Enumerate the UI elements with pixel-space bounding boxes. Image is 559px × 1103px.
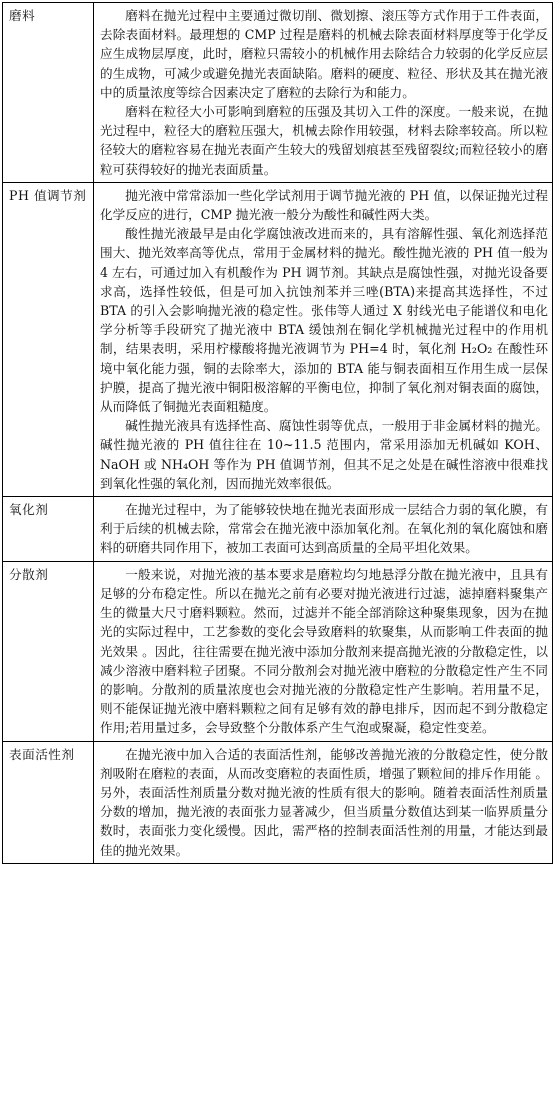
table-row <box>3 741 553 863</box>
row-label-oxidizer: 氧化剂 <box>3 497 94 562</box>
paragraph: 在抛光过程中，为了能够较快地在抛光表面形成一层结合力弱的氧化膜，有利于后续的机械去除，常常会在抛光液中添加氧化剂。在氧化剂的氧化腐蚀和磨料的研磨共同作用下，被加工表面可达到高质量的全局平坦化效果。 <box>100 502 548 556</box>
paragraph: 磨料在粒径大小可影响到磨粒的压强及其切入工件的深度。一般来说，在抛光过程中，粒径大的磨粒压强大，机械去除作用较强，材料去除率较高。所以粒径较大的磨粒容易在抛光表面产生较大的残留划痕甚至残留裂纹;而粒径较小的磨粒可获得较好的抛光表面质量。 <box>100 104 548 177</box>
row-content-surfactant <box>94 741 553 863</box>
table-row <box>3 561 553 741</box>
paragraph: 在抛光液中加入合适的表面活性剂，能够改善抛光液的分散稳定性，使分散剂吸附在磨粒的表面，从而改变磨粒的表面性质，增强了颗粒间的排斥作用能 。另外，表面活性剂质量分数对抛光液的性质有很大的影响。随着表面活性剂质量分数的增加，抛光液的表面张力显著减少，但当质量分数值达到某一临界质量分数时，表面张力变化缓慢。因此，需严格的控制表面活性剂的用量，才能达到最佳的抛光效果。 <box>100 746 548 858</box>
table-row <box>3 182 553 496</box>
table-row <box>3 3 553 183</box>
row-content-ph-regulator <box>94 182 553 496</box>
row-label-surfactant: 表面活性剂 <box>3 741 94 863</box>
paragraph: 抛光液中常常添加一些化学试剂用于调节抛光液的 PH 值，以保证抛光过程化学反应的进行，CMP 抛光液一般分为酸性和碱性两大类。 <box>100 187 548 223</box>
paragraph: 酸性抛光液最早是由化学腐蚀液改进而来的，具有溶解性强、氧化剂选择范围大、抛光效率高等优点，常用于金属材料的抛光。酸性抛光液的 PH 值一般为 4 左右，可通过加入有机酸作为 PH 调节剂。其缺点是腐蚀性强，对抛光设备要求高，选择性较低，但是可加入抗蚀剂苯并三唑(BTA)来提高其选择性，不过 BTA 的引入会影响抛光液的稳定性。张伟等人通过 X 射线光电子能谱仪和电化学分析等手段研究了抛光液中 BTA 缓蚀剂在铜化学机械抛光过程中的作用机制，结果表明，采用柠檬酸将抛光液调节为 PH=4 时，氧化剂 H₂O₂ 在酸性环境中氧化能力强，铜的去除率大，添加的 BTA 能与铜表面相互作用生成一层保护膜，提高了抛光液中铜阳极溶解的平衡电位，抑制了氧化剂对铜表面的腐蚀，从而降低了铜抛光表面粗糙度。 <box>100 226 548 415</box>
row-content-abrasive <box>94 3 553 183</box>
row-label-abrasive: 磨料 <box>3 3 94 183</box>
row-label-dispersant: 分散剂 <box>3 561 94 741</box>
paragraph: 一般来说，对抛光液的基本要求是磨粒均匀地悬浮分散在抛光液中，且具有足够的分布稳定性。所以在抛光之前有必要对抛光液进行过滤，滤掉磨料聚集产生的微量大尺寸磨料颗粒。然而，过滤并不能全部消除这种聚集现象，因为在抛光的实际过程中，工艺参数的变化会导致磨料的软聚集，从而影响工件表面的抛光效果 。因此，往往需要在抛光液中添加分散剂来提高抛光液的分散稳定性，以减少溶液中磨料粒子团聚。不同分散剂会对抛光液中磨粒的分散稳定性产生不同的影响。分散剂的质量浓度也会对抛光液的分散稳定性产生影响。若用量不足，则不能保证抛光液中磨料颗粒之间有足够有效的静电排斥，因而起不到分散稳定作用;若用量过多，会导致整个分散体系产生气泡或聚凝，稳定性变差。 <box>100 566 548 736</box>
row-content-dispersant <box>94 561 553 741</box>
components-table <box>2 2 553 864</box>
row-label-ph-regulator: PH 值调节剂 <box>3 182 94 496</box>
table-row <box>3 497 553 562</box>
paragraph: 磨料在抛光过程中主要通过微切削、微划擦、滚压等方式作用于工件表面，去除表面材料。最理想的 CMP 过程是磨料的机械去除表面材料厚度等于化学反应生成物层厚度，此时，磨粒只需较小的机械作用去除结合力较弱的化学反应层的生成物，可减少或避免抛光表面缺陷。磨料的硬度、粒径、形状及其在抛光液中的质量浓度等综合因素决定了磨粒的去除行为和能力。 <box>100 8 548 100</box>
row-content-oxidizer <box>94 497 553 562</box>
paragraph: 碱性抛光液具有选择性高、腐蚀性弱等优点，一般用于非金属材料的抛光。碱性抛光液的 PH 值往往在 10~11.5 范围内，常采用添加无机碱如 KOH、 NaOH 或 NH₄OH 等作为 PH 值调节剂，但其不足之处是在碱性溶液中很难找到氧化性强的氧化剂，因而抛光效率很低。 <box>100 418 548 491</box>
